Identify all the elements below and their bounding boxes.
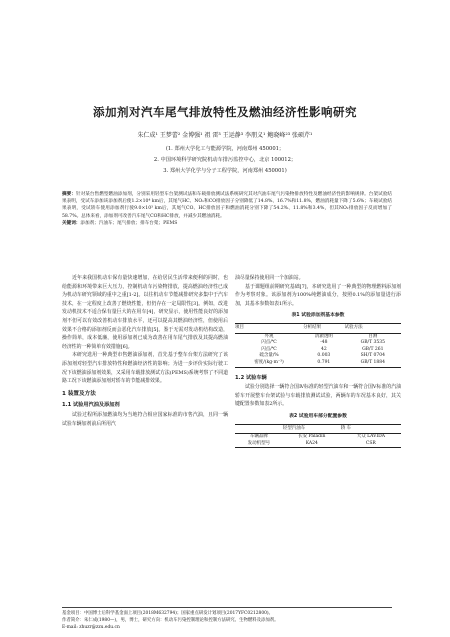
table-cell: 大众 LAVIDA (356, 434, 386, 440)
table-1-header: 试验方法 (345, 323, 401, 333)
subsection-heading-1-2: 1.2 试验车辆 (235, 374, 267, 381)
subsection-heading-1-1: 1.1 试验用汽油及添加剂 (62, 402, 120, 409)
table-row (235, 353, 401, 360)
fuel-paragraph: 试验过程所添加燃油均为当地符合相应国家标准的市售汽油，且同一辆试验车辆加剂前后所用汽 (62, 411, 228, 427)
paper-title: 添加剂对汽车尾气排放特性及燃油经济性影响研究 (93, 105, 357, 119)
table-cell: 硫含量/% (259, 353, 279, 359)
table-row (235, 360, 401, 367)
section-heading-1: 1 装置及方法 (62, 390, 96, 397)
table-cell: 外观 (264, 333, 274, 339)
table-2-caption: 表2 试验用车部分配置参数 (289, 413, 347, 419)
table-cell: GB/T 1884 (345, 360, 401, 367)
abstract-block (62, 191, 392, 227)
email-note: E-mail: zhuzr@zzu.edu.cn (62, 624, 120, 630)
footnote (62, 607, 392, 631)
table-row (235, 441, 401, 448)
table-cell: KA24 (283, 441, 341, 448)
table-cell: -48 (320, 340, 328, 346)
table-cell: 闪点/℃ (261, 346, 277, 352)
table-cell: GB/T 3535 (360, 340, 385, 346)
table-row (235, 340, 401, 347)
table-cell: 目测 (368, 333, 378, 339)
funding-note: 基金项目：中国博士后科学基金面上项目(2018M632794)；国家重点研发计划项目(2017YFC0212800)。 (62, 611, 274, 616)
table-cell: 密度/(kg·m⁻³) (235, 360, 303, 367)
table-1-header: 分析结果 (303, 323, 345, 333)
table-cell: GB/T 261 (362, 346, 384, 352)
table-cell: 42 (320, 346, 327, 352)
author-list: 朱仁成¹ 王梦蕾² 金博强¹ 祖 雷³ 王运静³ 李朋义¹ 鲍晓峰²³ 张硕芹¹ (137, 132, 313, 139)
fuel-paragraph-cont: 油尽量保持使用同一个加油站。 (235, 275, 304, 281)
vehicle-paragraph: 试验分别选择一辆符合国Ⅳ标准的轻型汽油车和一辆符合国Ⅴ标准的汽油轿车开展整车台架试验与车载排放测试试验，两辆车的车况基本良好，其关键配置参数如表2所示。 (235, 384, 401, 408)
table-2-header: 轿 车 (341, 424, 401, 434)
table-row (235, 434, 401, 441)
author-bio-note: 作者简介：朱仁成(1980—)，男，博士，研究方向：机动车污染控制理论和控制方法研究、生物燃料及添加剂。 (62, 617, 279, 623)
table-cell: 车辆品牌 (249, 434, 268, 440)
table-1 (235, 323, 401, 368)
keywords-text: 添加剂；汽油车；尾气排放；排车台架；PEMS (80, 220, 178, 226)
table-cell: SH/T 0704 (360, 353, 386, 359)
table-cell: 闪点/℃ (261, 340, 277, 346)
table-cell: 发动机型号 (235, 441, 283, 448)
affiliation-2: 2. 中国环境科学研究院机动车排污监控中心，北京 100012； (153, 157, 297, 163)
table-2 (235, 424, 401, 449)
additive-paragraph: 基于课题组前期研究基础[7]，本研究选用了一种典型的物理燃料添加剂作为考察对象。该添加剂为100%纯燃油成分，按照0.1%的添加量进行添加，其基本参数如表1所示。 (235, 283, 401, 307)
keywords-label: 关键词： (62, 220, 81, 226)
intro-paragraph-1: 近年来我国机动车保有量快速增加，在给居民生活带来便利的同时，也给能源和环境带来巨大压力，控制机动车污染物排放，提高燃油经济性已成为机动车研究领域的重中之重[1-2]。以往机动车节能减排研究多集中于汽车技术，在一定程度上改善了燃烧性能，但仍存在一定局限性[3]。例如，改进发动机技术不适合保有量巨大的在用车[4]，研究显示，使用性能良好的添加剂不但可以有效改善机动车排放水平，还可以提高其燃油经济性，但使用后效果不合格的添加剂反而会恶化汽车排放[5]。鉴于无需对发动机结构改造，操作简单，成本低廉，使用添加剂已成为改善在用车尾气排放及其提高燃油经济性的一种简单有效措施[6]。 (62, 275, 228, 350)
table-cell: 长安 Paladin (298, 434, 326, 440)
table-2-header: 轻型汽油车 (283, 424, 341, 434)
right-column (235, 274, 401, 448)
table-1-caption: 表1 试验添加剂基本参数 (291, 313, 345, 319)
affiliation-1: (1. 郑州大学化工与能源学院，河南郑州 450001； (165, 146, 285, 152)
intro-paragraph-2: 本研究选用一种典型市售燃油添加剂，首先基于整车台架方法研究了该添加剂对轻型汽车排放特性和燃油经济性的影响；为进一步评价实际行驶工况下该燃油添加剂效果，又采用车载排放测试方法(PEMS)系统考察了不同道路工况下该燃油添加剂对轿车的节能减排效果。 (62, 352, 228, 385)
table-cell: CSR (341, 441, 401, 448)
table-cell: 0.003 (317, 353, 331, 359)
table-cell: 0.791 (303, 360, 345, 367)
table-2-header (235, 424, 283, 434)
left-column (62, 274, 228, 428)
table-cell: 清澈透明 (314, 333, 333, 339)
abstract-text: 针对某台售燃型燃油添加剂，分别采用轻型车台架测试法和车载排放测试法系统研究其对汽油车尾气污染物排放特性及燃油经济性的影响规律。台架试验结果表明，受试车添加该添加剂后使1.2×10⁴ km后，其尾气HC、NOₓ和CO排放因子分别降低了14.8%、16.7%和11.8%，燃油消耗量下降了5.6%；车载试验结果表明，受试轿车使用添加剂行驶9.0×10³ km后，其尾气CO、HC排放因子和燃油消耗分别下降了54.2%、11.8%和3.4%，但其NOₓ排放因子反而增加了58.7%。总体来看，添加剂可改善汽车尾气CO和HC排放，并减少其燃油消耗。 (62, 192, 392, 219)
abstract-label: 摘要： (62, 192, 76, 197)
table-1-header: 项目 (235, 323, 303, 333)
affiliation-3: 3. 郑州大学化学与分子工程学院，河南郑州 450001) (163, 168, 287, 174)
